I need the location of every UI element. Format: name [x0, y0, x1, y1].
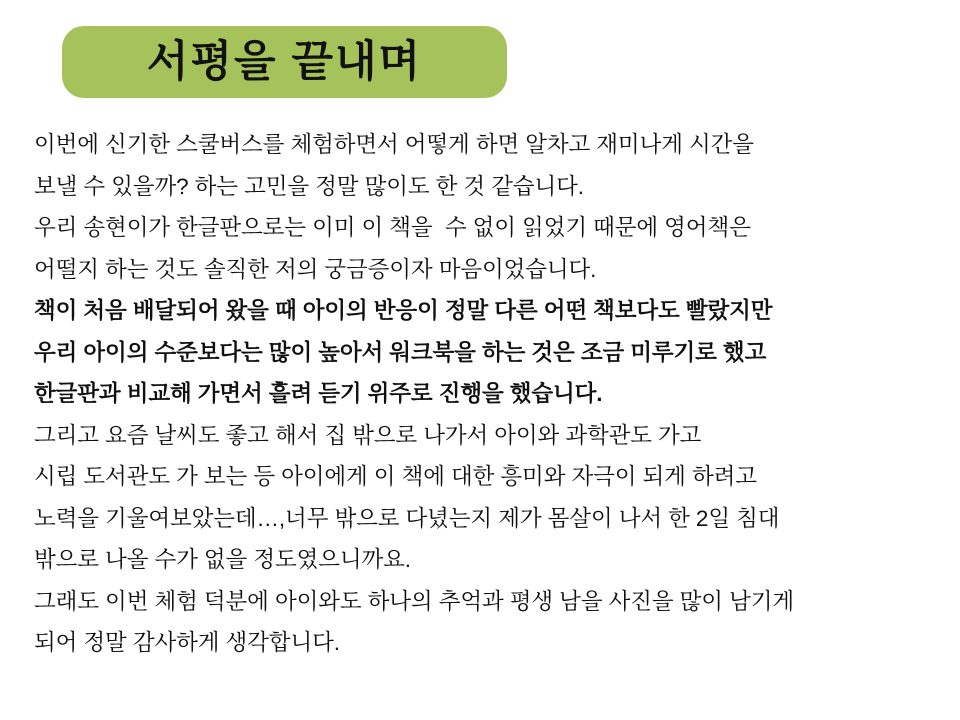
body-line: 되어 정말 감사하게 생각합니다.	[34, 630, 340, 655]
body-line: 어떨지 하는 것도 솔직한 저의 궁금증이자 마음이었습니다.	[34, 256, 597, 282]
body-line: 한글판과 비교해 가면서 흘려 듣기 위주로 진행을 했습니다.	[34, 381, 603, 406]
body-line: 노력을 기울여보았는데…,너무 밖으로 다녔는지 제가 몸살이 나서 한 2일 침대	[34, 505, 780, 531]
body-text-block	[34, 124, 934, 664]
body-line: 우리 아이의 수준보다는 많이 높아서 워크북을 하는 것은 조금 미루기로 했고	[34, 339, 767, 365]
body-line: 밖으로 나올 수가 없을 정도였으니까요.	[34, 547, 411, 572]
body-line: 책이 처음 배달되어 왔을 때 아이의 반응이 정말 다른 어떤 책보다도 빨랐지만	[34, 298, 773, 323]
body-line: 이번에 신기한 스쿨버스를 체험하면서 어떻게 하면 알차고 재미나게 시간을	[34, 132, 754, 157]
body-line: 그래도 이번 체험 덕분에 아이와도 하나의 추억과 평생 남을 사진을 많이 남기게	[34, 588, 794, 614]
body-line: 그리고 요즘 날씨도 좋고 해서 집 밖으로 나가서 아이와 과학관도 가고	[34, 422, 702, 448]
title-badge	[62, 26, 507, 98]
body-line: 우리 송현이가 한글판으로는 이미 이 책을 수 없이 읽었기 때문에 영어책은	[34, 215, 751, 240]
page-title: 서평을 끝내며	[146, 37, 423, 86]
body-line: 보낼 수 있을까? 하는 고민을 정말 많이도 한 것 같습니다.	[34, 173, 584, 199]
body-line: 시립 도서관도 가 보는 등 아이에게 이 책에 대한 흥미와 자극이 되게 하려고	[34, 464, 757, 489]
